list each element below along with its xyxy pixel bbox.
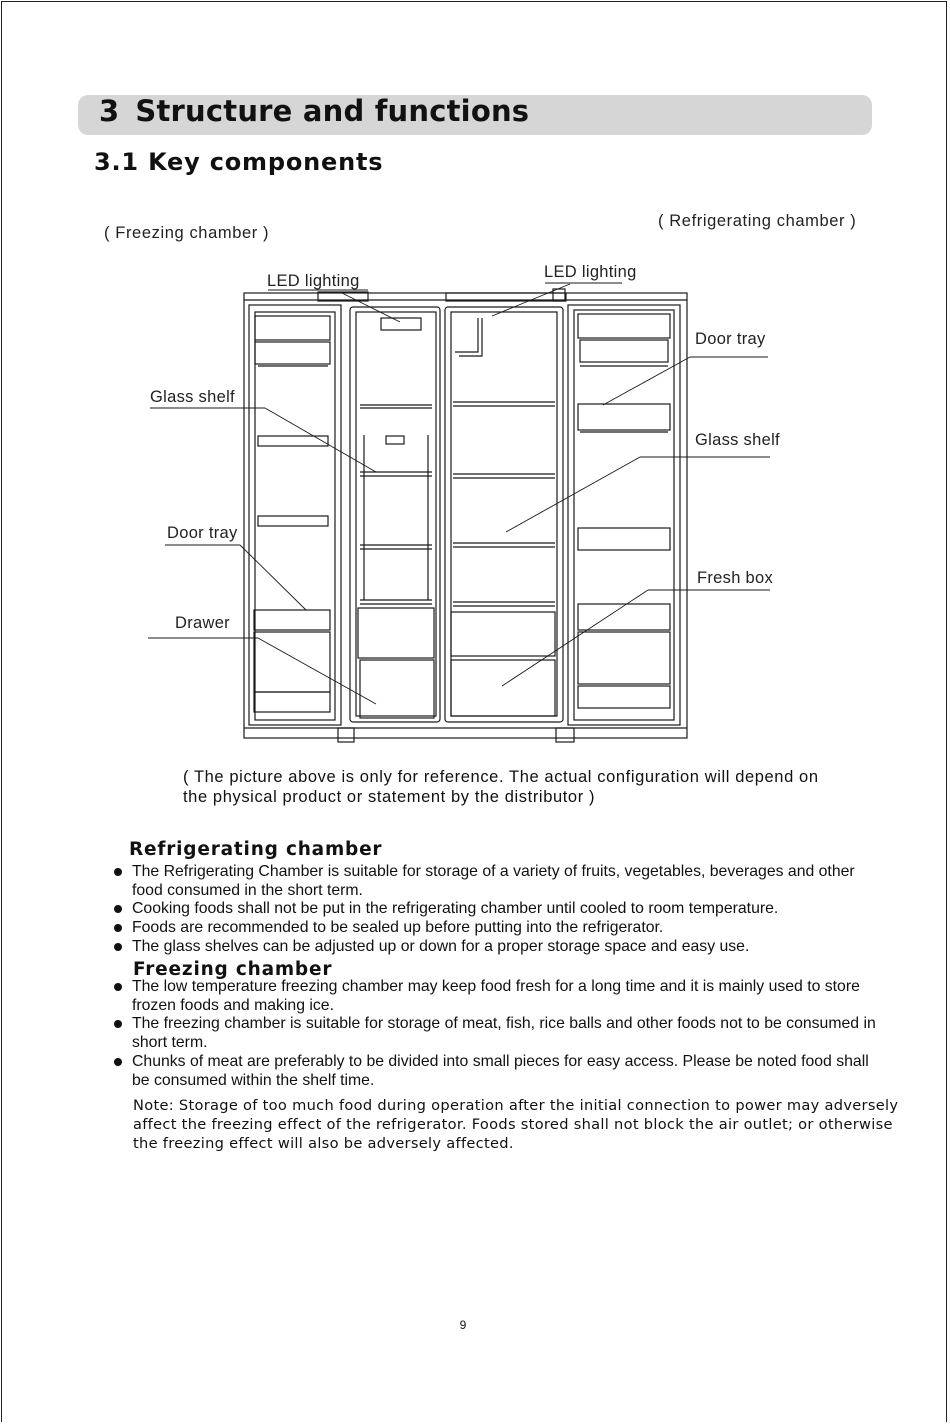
fridge-door bbox=[568, 305, 680, 725]
list-item: Chunks of meat are preferably to be divided into small pieces for easy access. Please be noted food shall be consumed within the shelf time. bbox=[111, 1053, 881, 1090]
bullet-icon bbox=[114, 868, 122, 876]
callout-led-lighting-left: LED lighting bbox=[267, 272, 360, 290]
note-line-3: the freezing effect will also be adversely affected. bbox=[133, 1135, 514, 1152]
callout-door-tray-right: Door tray bbox=[695, 330, 766, 348]
callout-leader-lines bbox=[148, 283, 770, 704]
list-item: The Refrigerating Chamber is suitable for storage of a variety of fruits, vegetables, beverages and other food consumed in the short term. bbox=[111, 863, 881, 900]
callout-glass-shelf-right: Glass shelf bbox=[695, 431, 780, 449]
freezer-door-tray-1 bbox=[255, 316, 330, 340]
freezer-door bbox=[249, 305, 341, 725]
bullet-icon bbox=[114, 1058, 122, 1066]
fridge-door-tray-1 bbox=[578, 314, 670, 338]
callout-door-tray-left: Door tray bbox=[167, 524, 238, 542]
fridge-door-tray-4 bbox=[578, 604, 670, 630]
refrigerating-chamber-label: ( Refrigerating chamber ) bbox=[658, 212, 857, 230]
bullet-icon bbox=[114, 943, 122, 951]
list-item: Cooking foods shall not be put in the refrigerating chamber until cooled to room temperature. bbox=[111, 900, 881, 919]
bullet-icon bbox=[114, 1020, 122, 1028]
diagram-caption bbox=[183, 767, 863, 807]
freezing-heading: Freezing chamber bbox=[133, 959, 333, 980]
note-line-2: affect the freezing effect of the refrigerator. Foods stored shall not block the air outlet; or otherwise bbox=[133, 1116, 893, 1133]
bullet-icon bbox=[114, 905, 122, 913]
foot-right bbox=[556, 728, 574, 742]
section-number: 3 bbox=[99, 94, 120, 128]
fridge-door-tray-3 bbox=[578, 528, 670, 550]
storage-note bbox=[133, 1096, 899, 1153]
caption-line-1: ( The picture above is only for reference. The actual configuration will depend on bbox=[183, 768, 819, 786]
freezing-list bbox=[111, 978, 881, 1090]
list-item: The glass shelves can be adjusted up or down for a proper storage space and easy use. bbox=[111, 938, 881, 957]
fresh-box bbox=[451, 660, 555, 716]
callout-drawer: Drawer bbox=[175, 614, 230, 632]
list-item: The freezing chamber is suitable for storage of meat, fish, rice balls and other foods not to be consumed in short term. bbox=[111, 1015, 881, 1052]
bullet-icon bbox=[114, 924, 122, 932]
caption-line-2: the physical product or statement by the distributor ) bbox=[183, 788, 596, 806]
freezer-drawer bbox=[360, 660, 434, 718]
foot-left bbox=[338, 728, 354, 742]
refrigerating-heading: Refrigerating chamber bbox=[129, 839, 383, 860]
fridge-door-tray-2 bbox=[578, 404, 670, 430]
callout-led-lighting-right: LED lighting bbox=[544, 263, 637, 281]
freezer-door-tray-2 bbox=[254, 610, 330, 630]
list-item: The low temperature freezing chamber may keep food fresh for a long time and it is mainly used to store frozen foods and making ice. bbox=[111, 978, 881, 1015]
callout-fresh-box: Fresh box bbox=[697, 569, 774, 587]
section-title-text: Structure and functions bbox=[135, 94, 530, 128]
led-light-freezer bbox=[381, 318, 421, 330]
note-line-1: Note: Storage of too much food during operation after the initial connection to power may adversely bbox=[133, 1097, 899, 1114]
list-item: Foods are recommended to be sealed up before putting into the refrigerator. bbox=[111, 919, 881, 938]
bullet-icon bbox=[114, 983, 122, 991]
freezing-chamber-label: ( Freezing chamber ) bbox=[104, 224, 270, 242]
callout-glass-shelf-left: Glass shelf bbox=[150, 388, 235, 406]
subsection-title: 3.1 Key components bbox=[94, 148, 384, 176]
page-number: 9 bbox=[459, 1318, 467, 1332]
refrigerating-list bbox=[111, 863, 881, 957]
